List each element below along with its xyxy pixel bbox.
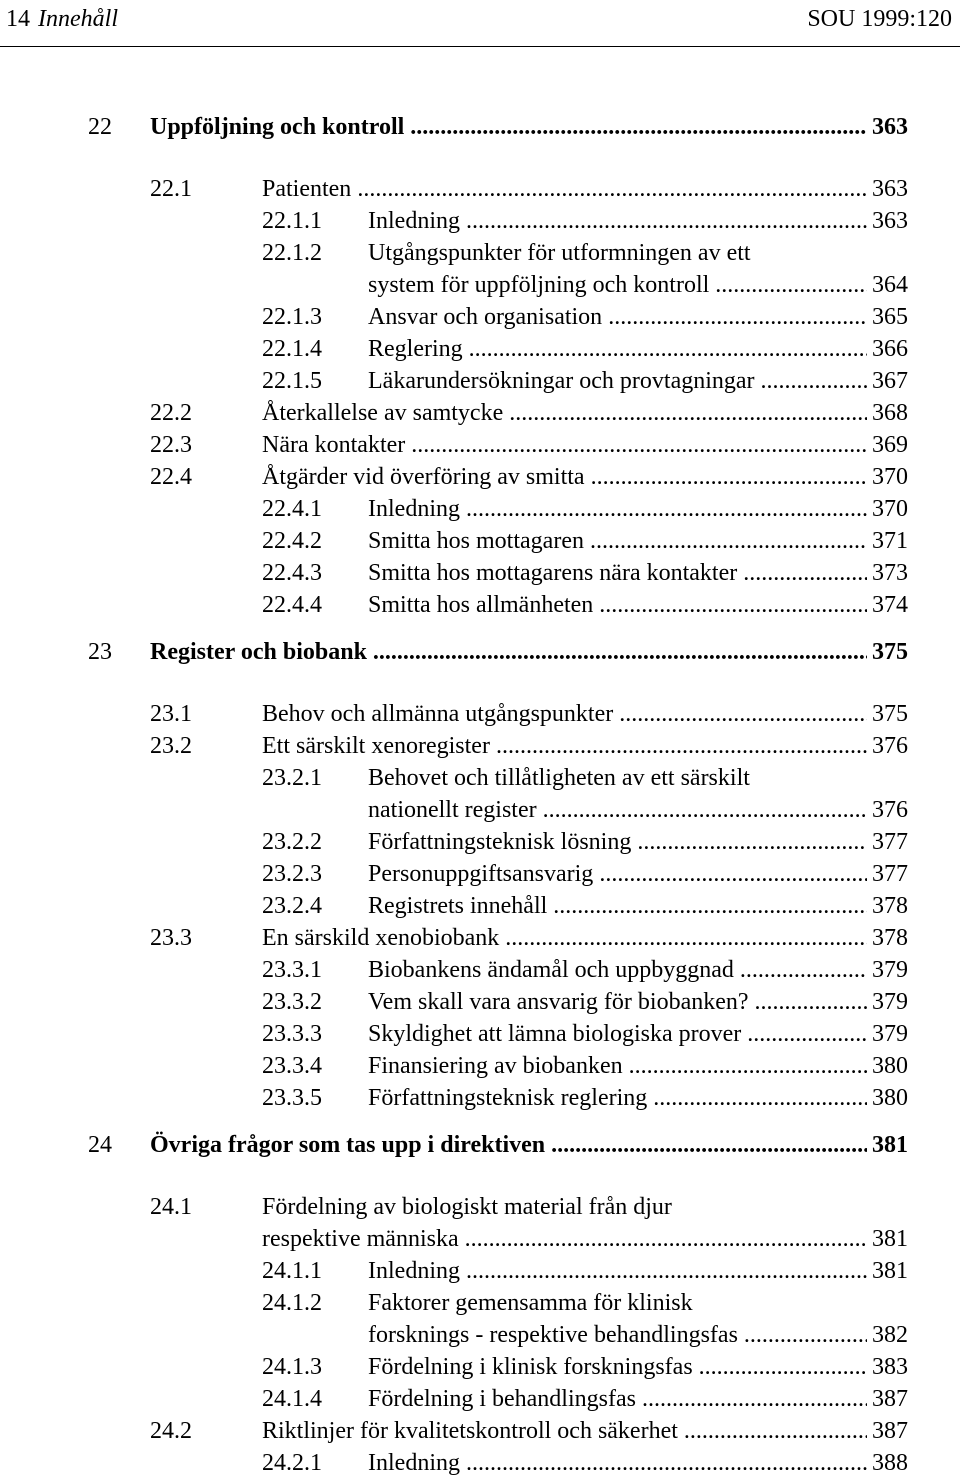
toc-entry-title: Faktorer gemensamma för klinisk <box>368 1290 693 1316</box>
toc-entry-title: Register och biobank ..... <box>150 636 908 668</box>
toc-entry-page: 378 <box>867 890 908 922</box>
toc-entry-page: 382 <box>867 1319 908 1351</box>
toc-entry-number: 24.2.1 <box>262 1450 322 1476</box>
toc-entry-number: 24.1.2 <box>262 1290 322 1316</box>
toc-entry-page: 375 <box>867 636 908 668</box>
toc-entry-title: Författningsteknisk reglering ..... <box>368 1082 908 1114</box>
toc-entry-title: Fördelning i klinisk forskningsfas ..... <box>368 1351 908 1383</box>
toc-entry-title: Inledning ..... <box>368 1447 908 1479</box>
toc-entry-page: 379 <box>867 1018 908 1050</box>
toc-entry-page: 364 <box>867 269 908 301</box>
toc-entry-title: Uppföljning och kontroll ..... <box>150 111 908 143</box>
toc-entry-page: 383 <box>867 1351 908 1383</box>
toc-entry-number: 23.2.3 <box>262 861 322 887</box>
toc-entry-number: 22.2 <box>150 400 192 426</box>
toc-entry-number: 24.1.4 <box>262 1386 322 1412</box>
toc-entry-title: Behovet och tillåtligheten av ett särskilt <box>368 765 750 791</box>
header-section: Innehåll <box>38 6 118 32</box>
header-left <box>6 6 118 33</box>
toc-entry-number: 23.3.5 <box>262 1085 322 1111</box>
toc-entry-number: 22.4.2 <box>262 528 322 554</box>
toc-entry-title: Skyldighet att lämna biologiska prover ..... <box>368 1018 908 1050</box>
toc-entry-title: Nära kontakter ..... <box>262 429 908 461</box>
toc-entry-number: 22.4 <box>150 464 192 490</box>
toc-entry-number: 23.2.1 <box>262 765 322 791</box>
toc-entry-page: 377 <box>867 826 908 858</box>
toc-entry-number: 23.3.3 <box>262 1021 322 1047</box>
toc-entry-title: Utgångspunkter för utformningen av ett <box>368 240 751 266</box>
toc-entry-number: 23.3.4 <box>262 1053 322 1079</box>
toc-entry-title: Smitta hos mottagaren ..... <box>368 525 908 557</box>
toc-entry-page: 363 <box>867 111 908 143</box>
toc-entry-number: 22.1.3 <box>262 304 322 330</box>
toc-entry-title: Vem skall vara ansvarig för biobanken? ..... <box>368 986 908 1018</box>
toc-entry-page: 376 <box>867 794 908 826</box>
toc-entry-page: 375 <box>867 698 908 730</box>
toc-entry-number: 22.4.1 <box>262 496 322 522</box>
toc-entry-page: 379 <box>867 986 908 1018</box>
toc-entry-page: 363 <box>867 173 908 205</box>
toc-entry-number: 23 <box>88 639 112 665</box>
toc-entry-number: 23.2.4 <box>262 893 322 919</box>
toc-entry-title: respektive människa ..... <box>262 1223 908 1255</box>
page-header <box>0 0 960 47</box>
toc-entry-title: Åtgärder vid överföring av smitta ..... <box>262 461 908 493</box>
toc-entry-title: Fördelning i behandlingsfas ..... <box>368 1383 908 1415</box>
toc-entry-page: 373 <box>867 557 908 589</box>
toc-entry-title: Ett särskilt xenoregister ..... <box>262 730 908 762</box>
toc-entry-number: 24.2 <box>150 1418 192 1444</box>
toc-entry-title: forsknings - respektive behandlingsfas ..... <box>368 1319 908 1351</box>
toc-entry-title: Personuppgiftsansvarig ..... <box>368 858 908 890</box>
toc-entry-title: Återkallelse av samtycke ..... <box>262 397 908 429</box>
toc-entry-page: 371 <box>867 525 908 557</box>
toc-entry-page: 378 <box>867 922 908 954</box>
toc-entry-title: Riktlinjer för kvalitetskontroll och säkerhet ..... <box>262 1415 908 1447</box>
toc-entry-page: 367 <box>867 365 908 397</box>
page-number: 14 <box>6 6 30 32</box>
toc-entry-number: 24.1.3 <box>262 1354 322 1380</box>
toc-entry-page: 370 <box>867 493 908 525</box>
toc-entry-page: 366 <box>867 333 908 365</box>
toc-entry-title: Registrets innehåll ..... <box>368 890 908 922</box>
toc-entry-number: 22.1 <box>150 176 192 202</box>
toc-entry-title: Författningsteknisk lösning ..... <box>368 826 908 858</box>
toc-entry-page: 380 <box>867 1082 908 1114</box>
toc-entry-page: 381 <box>867 1223 908 1255</box>
toc-entry-title: system för uppföljning och kontroll ..... <box>368 269 908 301</box>
toc-entry-title: Smitta hos mottagarens nära kontakter ..... <box>368 557 908 589</box>
toc-entry-title: Inledning ..... <box>368 205 908 237</box>
toc-entry-number: 23.3 <box>150 925 192 951</box>
toc-entry-title: Inledning ..... <box>368 1255 908 1287</box>
toc-entry-number: 22.4.4 <box>262 592 322 618</box>
toc-entry-number: 22.1.1 <box>262 208 322 234</box>
toc-entry-number: 22.4.3 <box>262 560 322 586</box>
toc-entry-number: 23.2 <box>150 733 192 759</box>
toc-entry-page: 370 <box>867 461 908 493</box>
toc-entry-page: 388 <box>867 1447 908 1479</box>
toc-entry-page: 380 <box>867 1050 908 1082</box>
toc-entry-page: 376 <box>867 730 908 762</box>
toc-entry-title: Läkarundersökningar och provtagningar ..... <box>368 365 908 397</box>
toc-entry-page: 381 <box>867 1129 908 1161</box>
toc-entry-title: Behov och allmänna utgångspunkter ..... <box>262 698 908 730</box>
toc-entry-page: 379 <box>867 954 908 986</box>
toc-entry-number: 22.1.4 <box>262 336 322 362</box>
toc-entry-page: 387 <box>867 1383 908 1415</box>
toc-entry-number: 24 <box>88 1132 112 1158</box>
toc-entry-number: 24.1.1 <box>262 1258 322 1284</box>
toc-entry-title: Reglering ..... <box>368 333 908 365</box>
toc-entry-page: 363 <box>867 205 908 237</box>
toc-entry-page: 381 <box>867 1255 908 1287</box>
toc-entry-title: Övriga frågor som tas upp i direktiven ..... <box>150 1129 908 1161</box>
toc-entry-number: 24.1 <box>150 1194 192 1220</box>
toc-entry-number: 23.3.1 <box>262 957 322 983</box>
toc-entry-page: 387 <box>867 1415 908 1447</box>
toc-entry-page: 368 <box>867 397 908 429</box>
toc-entry-number: 22.1.2 <box>262 240 322 266</box>
toc-entry-page: 369 <box>867 429 908 461</box>
toc-entry-page: 365 <box>867 301 908 333</box>
toc-entry-number: 23.3.2 <box>262 989 322 1015</box>
toc-entry-title: Fördelning av biologiskt material från djur <box>262 1194 672 1220</box>
toc-entry-title: Patienten ..... <box>262 173 908 205</box>
document-id: SOU 1999:120 <box>807 6 952 32</box>
toc-entry-number: 23.1 <box>150 701 192 727</box>
toc-entry-title: Ansvar och organisation ..... <box>368 301 908 333</box>
toc-entry-title: Finansiering av biobanken ..... <box>368 1050 908 1082</box>
toc-entry-title: Smitta hos allmänheten ..... <box>368 589 908 621</box>
toc-entry-number: 22 <box>88 114 112 140</box>
toc-entry-title: Biobankens ändamål och uppbyggnad ..... <box>368 954 908 986</box>
toc-entry-number: 22.1.5 <box>262 368 322 394</box>
toc-entry-title: Inledning ..... <box>368 493 908 525</box>
toc-entry-number: 23.2.2 <box>262 829 322 855</box>
toc-entry-page: 377 <box>867 858 908 890</box>
toc-entry-title: nationellt register ..... <box>368 794 908 826</box>
toc-entry-page: 374 <box>867 589 908 621</box>
toc-entry-number: 22.3 <box>150 432 192 458</box>
toc-entry-title: En särskild xenobiobank ..... <box>262 922 908 954</box>
